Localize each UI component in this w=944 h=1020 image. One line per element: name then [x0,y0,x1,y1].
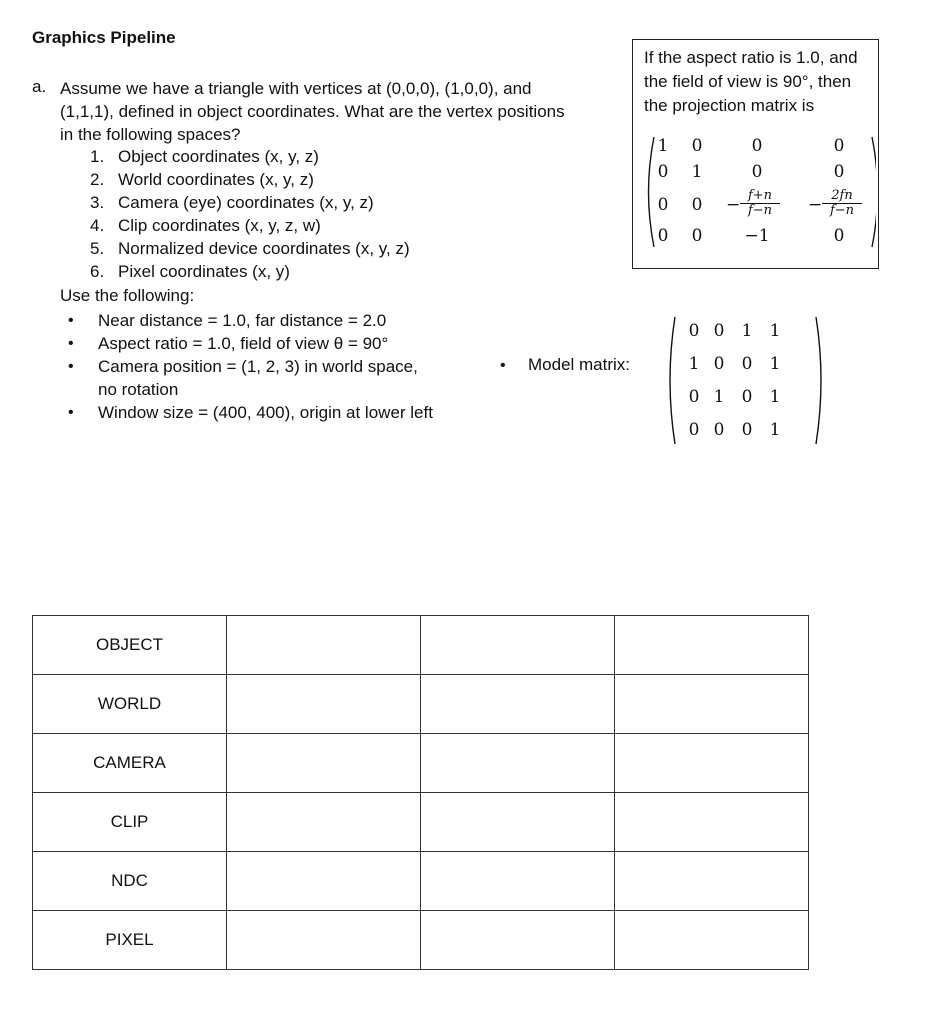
answer-table [32,615,809,970]
table-row [33,852,809,911]
fraction-2fn: $\frac{2fn}{f-n}$ [822,189,862,218]
answer-cell[interactable] [615,852,809,911]
row-label: CAMERA [33,734,227,793]
row-label: PIXEL [33,911,227,970]
list-item: 2. World coordinates (x, y, z) [90,170,314,189]
bullet-camera-cont: no rotation [98,380,179,399]
list-item: 1. Object coordinates (x, y, z) [90,147,319,166]
question-line-1: Assume we have a triangle with vertices at (0,0,0), (1,0,0), and [60,79,532,98]
answer-cell[interactable] [421,852,615,911]
answer-cell[interactable] [227,911,421,970]
projection-box-line-1: If the aspect ratio is 1.0, and [644,48,858,67]
answer-cell[interactable] [615,734,809,793]
row-label: CLIP [33,793,227,852]
answer-cell[interactable] [421,911,615,970]
minus-sign: − [808,195,823,215]
parameter-bullets [66,309,433,424]
answer-cell[interactable] [421,616,615,675]
answer-cell[interactable] [615,675,809,734]
answer-cell[interactable] [421,734,615,793]
model-matrix-label: • Model matrix: [500,355,630,375]
table-row [33,675,809,734]
table-row [33,734,809,793]
projection-box-line-3: the projection matrix is [644,96,815,115]
answer-cell[interactable] [227,734,421,793]
answer-cell[interactable] [227,675,421,734]
question-line-2: (1,1,1), defined in object coordinates. What are the vertex positions [60,102,565,121]
answer-cell[interactable] [615,911,809,970]
answer-cell[interactable] [421,675,615,734]
projection-box-text [644,46,884,118]
bullet-near-far: • Near distance = 1.0, far distance = 2.0 [66,309,433,332]
row-label: OBJECT [33,616,227,675]
answer-cell[interactable] [421,793,615,852]
question-label: a. [32,77,47,96]
row-label: WORLD [33,675,227,734]
row-label: NDC [33,852,227,911]
table-row [33,793,809,852]
answer-cell[interactable] [227,616,421,675]
bullet-aspect-fov: • Aspect ratio = 1.0, field of view θ = 90° [66,332,433,355]
list-item: 6. Pixel coordinates (x, y) [90,262,290,281]
answer-cell[interactable] [615,793,809,852]
answer-cell[interactable] [615,616,809,675]
use-following-label: Use the following: [60,286,195,305]
minus-sign: − [726,195,741,215]
fraction-f-plus-n: $\frac{f+n}{f-n}$ [740,189,780,218]
question-text [60,77,620,146]
projection-box-line-2: the field of view is 90°, then [644,72,852,91]
projection-matrix: 1 0 0 0 0 1 0 0 0 0 − $\frac{f+n}{f-n}$ − $\frac{2fn}{f-n}$ 0 0 −1 0 [640,134,876,250]
model-matrix: 0 0 1 1 1 0 0 1 0 1 0 1 0 0 0 1 [663,313,828,448]
answer-cell[interactable] [227,852,421,911]
list-item: 5. Normalized device coordinates (x, y, z) [90,239,410,258]
list-item: 4. Clip coordinates (x, y, z, w) [90,216,321,235]
table-row [33,911,809,970]
list-item: 3. Camera (eye) coordinates (x, y, z) [90,193,374,212]
page-title: Graphics Pipeline [32,28,176,47]
table-row [33,616,809,675]
answer-cell[interactable] [227,793,421,852]
bullet-camera: • Camera position = (1, 2, 3) in world space, [66,355,433,378]
space-list [90,145,410,283]
bullet-window: • Window size = (400, 400), origin at lower left [66,401,433,424]
question-line-3: in the following spaces? [60,125,241,144]
